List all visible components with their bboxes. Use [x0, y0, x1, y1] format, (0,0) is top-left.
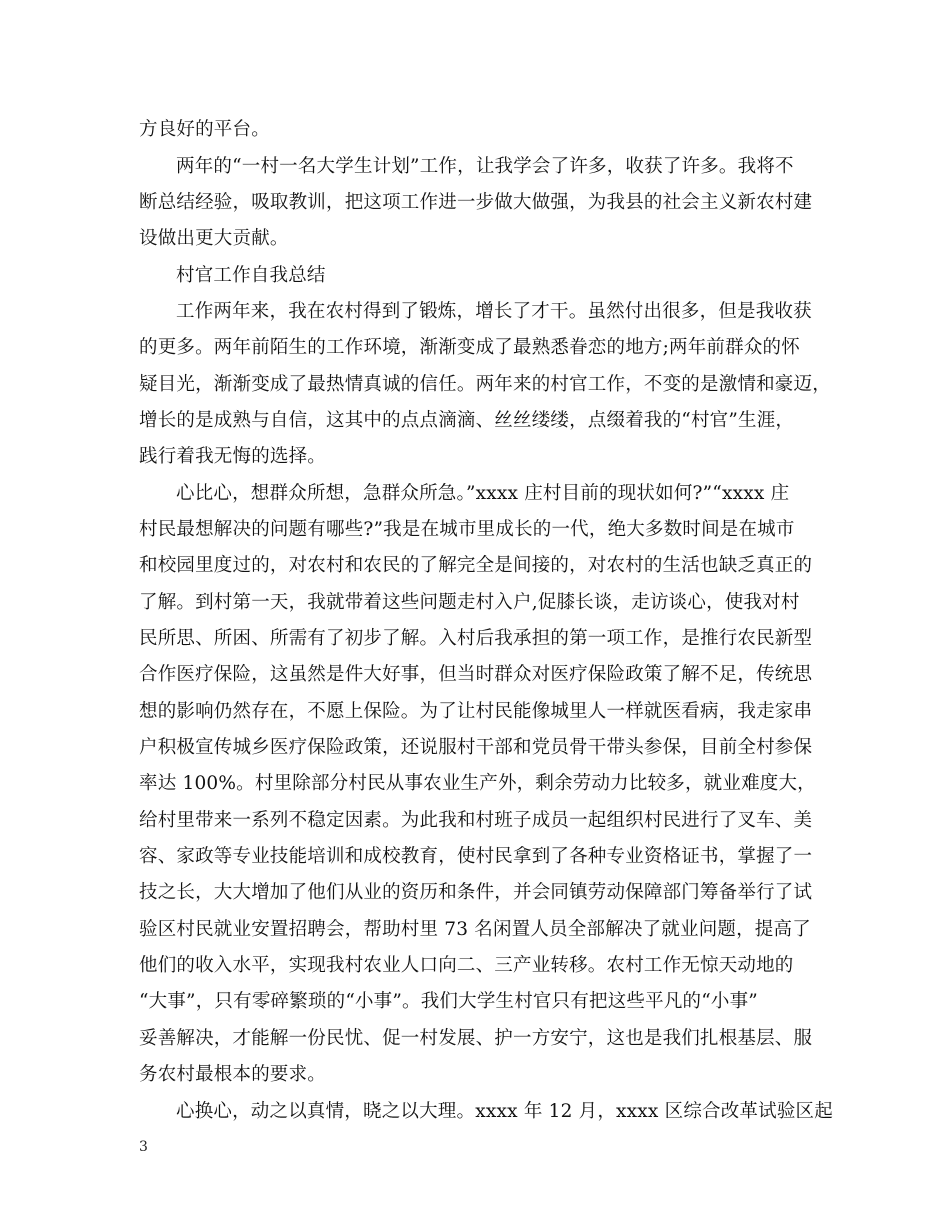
text-line: 方良好的平台。 [139, 119, 270, 140]
text-line: 村民最想解决的问题有哪些?”我是在城市里成长的一代，绝大多数时间是在城市 [139, 519, 795, 540]
text-line: 两年的“一村一名大学生计划”工作，让我学会了许多，收获了许多。我将不 [176, 156, 794, 177]
text-line: 了解。到村第一天，我就带着这些问题走村入户,促膝长谈，走访谈心，使我对村 [139, 592, 800, 613]
page-number: 3 [139, 1139, 148, 1155]
text-line: 心比心，想群众所想，急群众所急。”xxxx 庄村目前的现状如何?”“xxxx 庄 [176, 483, 790, 504]
text-line: 技之长，大大增加了他们从业的资历和条件，并会同镇劳动保障部门筹备举行了试 [139, 882, 813, 903]
text-line: 疑目光，渐渐变成了最热情真诚的信任。两年来的村官工作，不变的是激情和豪迈， [139, 374, 831, 395]
text-line: 心换心，动之以真情，晓之以大理。xxxx 年 12 月，xxxx 区综合改革试验区起 [176, 1101, 833, 1122]
text-line: 工作两年来，我在农村得到了锻炼，增长了才干。虽然付出很多，但是我收获 [176, 301, 812, 322]
text-line: 想的影响仍然存在，不愿上保险。为了让村民能像城里人一样就医看病，我走家串 [139, 701, 813, 722]
text-line: 和校园里度过的，对农村和农民的了解完全是间接的，对农村的生活也缺乏真正的 [139, 555, 813, 576]
text-line: 务农村最根本的要求。 [139, 1064, 327, 1085]
text-line: 践行着我无悔的选择。 [139, 446, 327, 467]
text-line: 率达 100%。村里除部分村民从事农业生产外，剩余劳动力比较多，就业难度大， [139, 773, 816, 794]
text-line: 民所思、所困、所需有了初步了解。入村后我承担的第一项工作，是推行农民新型 [139, 628, 813, 649]
text-line: 验区村民就业安置招聘会，帮助村里 73 名闲置人员全部解决了就业问题，提高了 [139, 919, 811, 940]
text-line: 合作医疗保险，这虽然是件大好事，但当时群众对医疗保险政策了解不足，传统思 [139, 664, 813, 685]
text-line: 户积极宣传城乡医疗保险政策，还说服村干部和党员骨干带头参保，目前全村参保 [139, 737, 813, 758]
text-line: 设做出更大贡献。 [139, 228, 289, 249]
text-line: 的更多。两年前陌生的工作环境，渐渐变成了最熟悉眷恋的地方;两年前群众的怀 [139, 337, 800, 358]
text-line: 断总结经验，吸取教训，把这项工作进一步做大做强，为我县的社会主义新农村建 [139, 192, 813, 213]
text-line: 给村里带来一系列不稳定因素。为此我和村班子成员一起组织村民进行了叉车、美 [139, 810, 813, 831]
text-line: 妥善解决，才能解一份民忧、促一村发展、护一方安宁，这也是我们扎根基层、服 [139, 1028, 813, 1049]
text-line: 增长的是成熟与自信，这其中的点点滴滴、丝丝缕缕，点缀着我的“村官”生涯， [139, 410, 795, 431]
text-line: 他们的收入水平，实现我村农业人口向二、三产业转移。农村工作无惊天动地的 [139, 955, 794, 976]
section-heading: 村官工作自我总结 [176, 265, 326, 286]
text-line: “大事”，只有零碎繁琐的“小事”。我们大学生村官只有把这些平凡的“小事” [139, 991, 758, 1012]
text-line: 容、家政等专业技能培训和成校教育，使村民拿到了各种专业资格证书，掌握了一 [139, 846, 813, 867]
